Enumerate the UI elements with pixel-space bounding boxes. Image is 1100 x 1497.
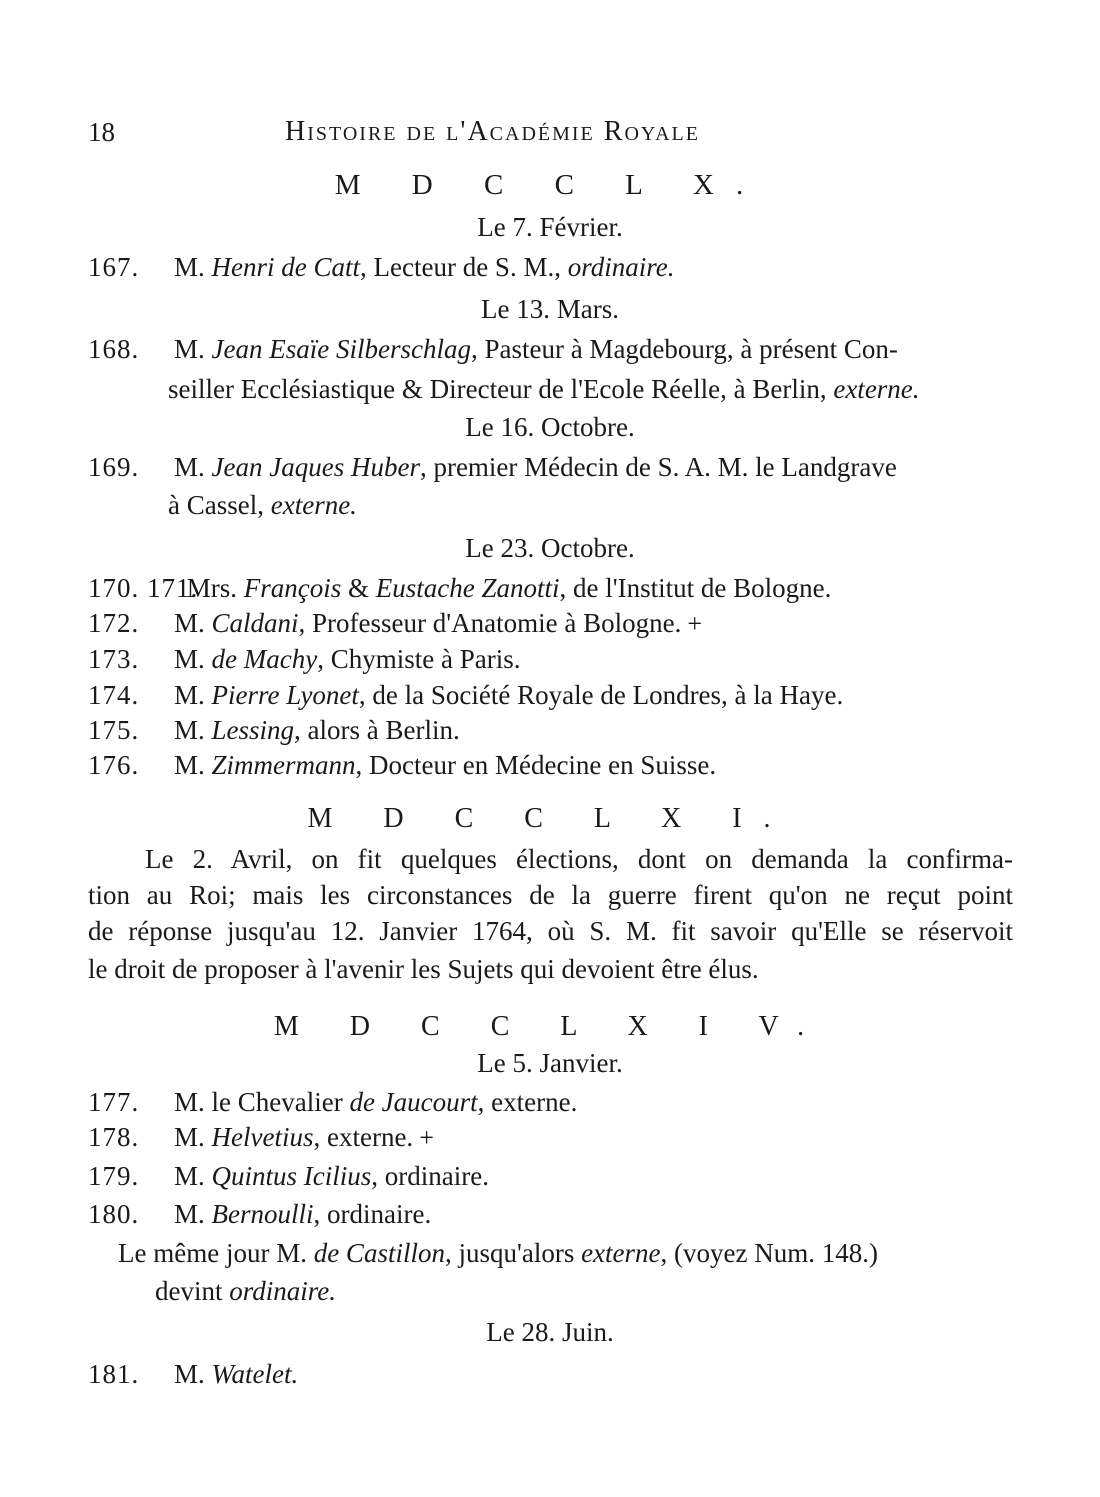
entry-desc: , Docteur en Médecine en Suisse. (355, 750, 717, 780)
year-heading: M D C C L X I. (307, 803, 793, 834)
entry-desc: , ordinaire. (313, 1199, 432, 1229)
year-heading: M D C C L X I V. (273, 1011, 827, 1042)
entry-number: 167. (88, 252, 140, 282)
date-heading: Le 28. Juin. (486, 1317, 614, 1347)
member-name: Henri de Catt (211, 252, 361, 282)
note-line (155, 1274, 336, 1308)
entry-175 (88, 713, 460, 747)
entry-number: 180. (88, 1199, 140, 1229)
running-title: Histoire de l'Académie Royale (285, 116, 700, 147)
member-name: Watelet. (211, 1359, 299, 1389)
paragraph-line: le droit de proposer à l'avenir les Sujets qui devoient être élus. (88, 954, 759, 984)
member-name: Helvetius (211, 1122, 314, 1152)
entry-169 (88, 450, 897, 484)
entry-prefix: M. (174, 680, 205, 710)
entry-desc: , externe. (477, 1087, 578, 1117)
entry-174 (88, 678, 843, 712)
member-name: Caldani (211, 608, 299, 638)
entry-desc: , Professeur d'Anatomie à Bologne. (298, 608, 682, 638)
entry-prefix: M. (174, 644, 205, 674)
entry-desc: à Cassel, (168, 490, 271, 520)
entry-status: externe. (270, 490, 357, 520)
entry-prefix: M. (174, 1359, 205, 1389)
entry-number: 178. (88, 1122, 140, 1152)
entry-desc: , premier Médecin de S. A. M. le Landgrave (419, 452, 897, 482)
date-heading: Le 7. Février. (477, 212, 623, 242)
entry-status: ordinaire. (229, 1276, 336, 1306)
note-line (118, 1236, 1013, 1270)
member-name: Eustache Zanotti (375, 573, 560, 603)
note-text: , jusqu'alors (444, 1238, 582, 1268)
entry-number: 179. (88, 1161, 140, 1191)
entry-desc: , Pasteur à Magdebourg, à présent Con- (470, 334, 898, 364)
entry-number: 176. (88, 750, 140, 780)
date-heading: Le 13. Mars. (481, 294, 619, 324)
entry-status: externe (581, 1238, 661, 1268)
entry-desc: , externe. (313, 1122, 414, 1152)
member-name: de Jaucourt (349, 1087, 478, 1117)
entry-178 (88, 1120, 434, 1155)
entry-prefix: M. (174, 608, 205, 638)
entry-173 (88, 642, 520, 676)
year-heading: M D C C L X. (334, 169, 766, 201)
entry-desc: , de l'Institut de Bologne. (559, 573, 832, 603)
paragraph-line: Le 2. Avril, on fit quelques élections, dont on demanda la confirma- (145, 844, 1013, 874)
date-heading: Le 16. Octobre. (465, 412, 635, 442)
member-name: Pierre Lyonet (211, 680, 359, 710)
entry-prefix: M. (174, 452, 205, 482)
entry-number: 173. (88, 644, 140, 674)
entry-number: 168. (88, 334, 140, 364)
entry-prefix: M. (174, 1122, 205, 1152)
entry-prefix: M. le Chevalier (174, 1087, 343, 1117)
entry-167 (88, 250, 674, 284)
entry-desc: , ordinaire. (371, 1161, 489, 1191)
entry-status: ordinaire. (567, 252, 675, 282)
note-text: devint (155, 1276, 230, 1306)
entry-number: 169. (88, 452, 140, 482)
entry-number: 177. (88, 1087, 140, 1117)
entry-prefix: Mrs. (186, 573, 238, 603)
member-name: de Castillon (313, 1238, 445, 1268)
paragraph-line: de réponse jusqu'au 12. Janvier 1764, où S. M. fit savoir qu'Elle se réservoit (88, 916, 1013, 946)
entry-prefix: M. (174, 1161, 205, 1191)
entry-169-continuation (168, 488, 357, 522)
entry-180 (88, 1197, 431, 1231)
entry-prefix: M. (174, 750, 205, 780)
entry-168-continuation (168, 372, 920, 406)
entry-desc: , Lecteur de S. M., (360, 252, 568, 282)
note-text: , (voyez Num. 148.) (660, 1238, 878, 1268)
date-heading: Le 23. Octobre. (465, 533, 635, 563)
entry-number: 170. 171. (88, 573, 199, 603)
member-name: Bernoulli (211, 1199, 314, 1229)
note-text: Le même jour M. (118, 1238, 314, 1268)
entry-prefix: M. (174, 1199, 205, 1229)
entry-desc: seiller Ecclésiastique & Directeur de l'Ecole Réelle, à Berlin, (168, 374, 834, 404)
entry-prefix: M. (174, 252, 205, 282)
entry-status: externe. (833, 374, 920, 404)
deceased-cross-icon: + (687, 609, 702, 638)
entry-number: 175. (88, 715, 140, 745)
entry-number: 172. (88, 608, 140, 638)
entry-172 (88, 606, 702, 641)
entry-177 (88, 1085, 577, 1119)
ampersand: & (341, 573, 376, 603)
member-name: Jean Esaïe Silberschlag (211, 334, 471, 364)
date-heading: Le 5. Janvier. (477, 1048, 623, 1078)
entry-desc: , alors à Berlin. (294, 715, 460, 745)
member-name: Quintus Icilius (211, 1161, 372, 1191)
entry-number: 181. (88, 1359, 140, 1389)
member-name: Zimmermann (211, 750, 356, 780)
entry-176 (88, 748, 716, 782)
deceased-cross-icon: + (419, 1123, 434, 1152)
member-name: Lessing (211, 715, 295, 745)
entry-number: 174. (88, 680, 140, 710)
entry-168 (88, 332, 1014, 366)
member-name: Jean Jaques Huber (211, 452, 420, 482)
entry-desc: , de la Société Royale de Londres, à la Haye. (358, 680, 844, 710)
member-name: François (243, 573, 342, 603)
page-number: 18 (88, 117, 115, 147)
entry-181 (88, 1357, 298, 1391)
entry-179 (88, 1159, 489, 1193)
member-name: de Machy (211, 644, 318, 674)
entry-desc: , Chymiste à Paris. (317, 644, 521, 674)
paragraph-line: tion au Roi; mais les circonstances de la guerre firent qu'on ne reçut point (88, 880, 1013, 910)
entry-prefix: M. (174, 334, 205, 364)
entry-170-171 (88, 571, 831, 605)
entry-prefix: M. (174, 715, 205, 745)
